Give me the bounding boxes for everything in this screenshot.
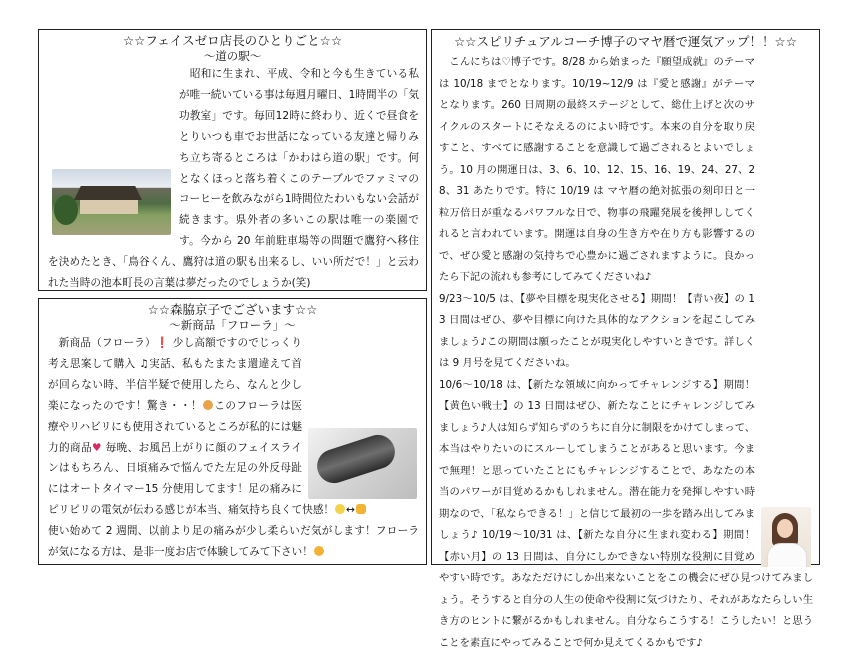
coach-paragraph-3: 10/6～10/18 は、【新たな領域に向かってチャレンジする】期間！【黄色い戦士】の 13 日間はぜひ、新たなことにチャレンジしてみましょう♪人は知らず知らずのうちに自分に制限をかけてしまって、本当はやりたいのにスルーしてしまうことがあると思います。今まで無理！と思っていたことにもチャレンジすることで、あなたの本当のパワーが目覚めるかもしれません。潜在能力を発揮しやすい時期なので、「私ならできる！」と信じて最初の一歩を踏み出してみましょう♪ 10/19～10/31 は、【新たな自分に生まれ変わる】期間！【赤い月】の 13 日間は、自分にしかできない特別な役割に目覚めやすい時です。あなただけにしか出来ないことをこの機会にぜひ見つけてみましょう。そうすると自分の人生の使命や役割に気づけたり、それがあなたらしい生き方のヒントに繋がるかもしれません。自分ならこうする！こうしたい！と思うことを素直にやってみることで何か見えてくるかもです♪ (439, 378, 813, 649)
exclamation-icon: ❗ (155, 337, 170, 349)
store-manager-subtitle: ～道の駅～ (203, 49, 262, 63)
heart-icon: ♥ (91, 441, 102, 454)
coach-title: ☆☆スピリチュアルコーチ博子のマヤ暦で運気アップ！！☆☆ (454, 34, 797, 49)
moriwaki-text-3: 実話、私もたまたま還違えて首が回らない時、半信半疑で使用したら、なんと少し楽になったのです！驚き・・！ (48, 357, 303, 412)
column-store-manager (38, 29, 427, 291)
coach-body (432, 52, 819, 654)
moriwaki-text-6: 使い始めて 2 週間、以前より足の痛みが少し柔らいだ気がします！フローラが気になる方は、是非一度お店で体験してみて下さい！ (48, 525, 419, 559)
store-manager-paragraph: 昭和に生まれ、平成、令和と今も生きている私が唯一続いている事は毎週月曜日、1時間半の「気功教室」です。毎回12時に終わり、近くで昼食をとりいつも車でお世話になっている友達と帰りみち立ち寄るところは「かわはら道の駅」です。何となくほっと落ち着くこのテーブルでファミマのコーヒーを飲みながら1時間位たわいもない会話が続きます。県外者の多いこの駅は唯一の楽園です。今から 20 年前駐車場等の問題で鷹狩へ移住を決めたとき、「鳥谷くん、鷹狩は道の駅も出来るし、いい所だで！」と云われた当時の池本町長の言葉は夢だったのでしょうか(笑) (48, 68, 419, 290)
column-moriwaki (38, 298, 427, 565)
smile-face-icon (335, 504, 345, 514)
coach-portrait-photo (761, 507, 811, 567)
store-manager-title: ☆☆フェイスゼロ店長のひとりごと☆☆ (122, 33, 343, 48)
smile-face-icon (314, 546, 324, 556)
coach-paragraph-1: こんにちは♡博子です。8/28 から始まった『願望成就』のテーマは 10/18 までとなります。10/19~12/9 は『愛と感謝』がテーマとなります。260 日周期の最終ステージとして、総仕上げと次のサイクルのスタートにそなえるのによい時です。本来の自分を取り戻すこと、すべてに感謝することを意識して過ごされるとよいでしょう。10 月の開運日は、3、6、10、12、15、16、19、24、27、28、31 あたりです。特に 10/19 は マヤ暦の絶対拡張の刻印日と一粒万倍日が重なるパワフルな日で、物事の飛躍発展を後押ししてくれると言われています。開運は自身の生き方や在り方も影響するので、ぜひ愛と感謝の気持ちで心豊かに過ごされますように。良かったら下記の流れも参考にしてみてくださいね♪ (439, 56, 755, 283)
music-note-icon: ♫ (139, 357, 150, 370)
moriwaki-subtitle: ～新商品「フローラ」～ (169, 318, 296, 332)
moriwaki-text-5: 毎晩、お風呂上がりに顔のフェイスラインはもちろん、日頃痛みで悩んでた左足の外反母趾にはオートタイマー15 分使用してます！足の痛みにピリピリの電気が伝わる感じが本当、痛気持ち良くて快感！ (48, 441, 335, 517)
roadside-station-photo (52, 169, 171, 235)
coach-paragraph-2: 9/23～10/5 は、【夢や目標を現実化させる】期間！【青い夜】の 13 日間はぜひ、夢や目標に向けた具体的なアクションを起こしてみましょう♪この期間は願ったことが現実化しやすいときです。詳しくは 9 月号を見てくださいね。 (439, 292, 755, 369)
moriwaki-body (39, 333, 426, 563)
moriwaki-text-1: 新商品（フローラ） (48, 337, 156, 349)
moriwaki-title: ☆☆森脇京子でございます☆☆ (147, 302, 318, 317)
store-manager-body (39, 64, 426, 294)
moriwaki-text-2: 少し高額ですのでじっくり考え思案して購入 (48, 337, 303, 370)
column-spiritual-coach (431, 29, 820, 649)
arrow-icon: ↔ (346, 504, 355, 517)
thumbs-up-icon (356, 504, 366, 514)
moriwaki-text-4: このフローラは医療やリハビリにも使用されているところが私的には魅力的商品 (48, 399, 302, 454)
surprised-face-icon (203, 400, 213, 410)
flora-product-photo (308, 428, 417, 499)
